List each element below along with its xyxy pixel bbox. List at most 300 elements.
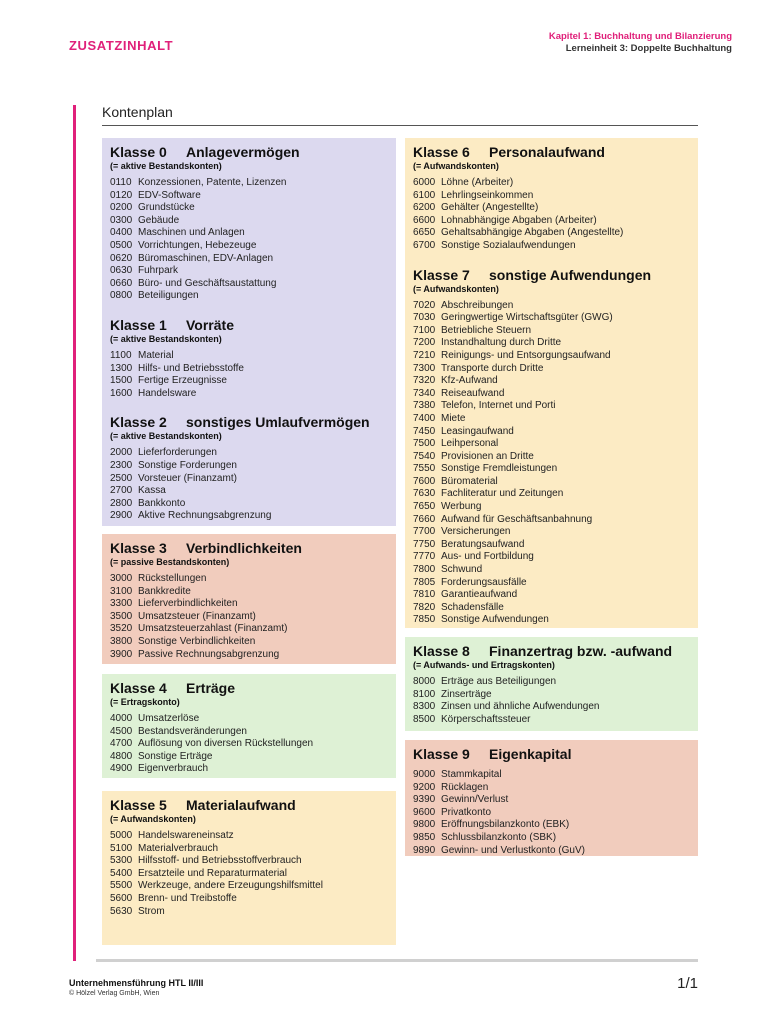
- account-row: [413, 426, 690, 439]
- account-number: 8300: [413, 701, 436, 713]
- account-row: [413, 564, 690, 577]
- klasse-number: Klasse 5: [110, 797, 167, 813]
- footer-book-title: Unternehmensführung HTL II/III: [69, 978, 204, 988]
- account-number: 1600: [110, 387, 133, 399]
- account-name: Hilfsstoff- und Betriebsstoffverbrauch: [138, 855, 302, 867]
- account-name: Passive Rechnungsabgrenzung: [138, 648, 280, 660]
- account-number: 7600: [413, 475, 436, 487]
- klasse-name: Finanzertrag bzw. -aufwand: [489, 643, 673, 659]
- account-row: [413, 676, 690, 689]
- account-number: 7660: [413, 513, 436, 525]
- account-row: [413, 539, 690, 552]
- zusatzinhalt-label: ZUSATZINHALT: [69, 38, 174, 53]
- klasse-heading: [413, 746, 690, 763]
- account-name: Sonstige Fremdleistungen: [441, 463, 558, 475]
- account-number: 6700: [413, 239, 436, 251]
- account-row: [413, 400, 690, 413]
- klasse-heading: [413, 643, 690, 660]
- account-row: [413, 488, 690, 501]
- account-number: 2300: [110, 459, 133, 471]
- account-number: 7630: [413, 488, 436, 500]
- klasse-heading: [110, 414, 388, 431]
- box-klasse-5: [102, 791, 396, 945]
- account-row: [110, 893, 388, 906]
- account-name: Stammkapital: [441, 769, 502, 780]
- account-number: 8000: [413, 676, 436, 687]
- account-row: [110, 460, 388, 473]
- klasse-number: Klasse 1: [110, 316, 167, 333]
- account-row: [413, 413, 690, 426]
- account-number: 9000: [413, 769, 436, 780]
- account-row: [413, 476, 690, 489]
- account-name: Materialverbrauch: [138, 842, 219, 854]
- title-divider: [102, 125, 698, 126]
- account-number: 0620: [110, 252, 133, 264]
- account-number: 8100: [413, 688, 436, 700]
- klasse-subtitle: (= Aufwands- und Ertragskonten): [413, 660, 555, 670]
- account-name: Umsatzsteuerzahlast (Finanzamt): [138, 623, 288, 635]
- account-row: [413, 325, 690, 338]
- account-name: Vorrichtungen, Hebezeuge: [138, 239, 257, 251]
- account-row: [110, 202, 388, 215]
- account-number: 7770: [413, 551, 436, 563]
- account-row: [110, 738, 388, 751]
- klasse-subtitle: (= Ertragskonto): [110, 697, 180, 707]
- account-name: Fachliteratur und Zeitungen: [441, 488, 564, 500]
- account-number: 9800: [413, 819, 436, 831]
- box-klasse-3: [102, 534, 396, 664]
- account-name: Leihpersonal: [441, 438, 499, 450]
- account-number: 3000: [110, 573, 133, 584]
- klasse-name: Personalaufwand: [489, 144, 605, 160]
- account-row: [413, 202, 690, 215]
- account-row: [413, 551, 690, 564]
- klasse-subtitle: (= aktive Bestandskonten): [110, 431, 222, 442]
- account-number: 6100: [413, 189, 436, 201]
- klasse-heading: [110, 317, 388, 334]
- account-row: [413, 227, 690, 240]
- account-row: [110, 278, 388, 291]
- klasse-subtitle: (= Aufwandskonten): [110, 814, 196, 824]
- klasse-number: Klasse 4: [110, 680, 167, 696]
- account-row: [110, 868, 388, 881]
- klasse-subtitle: (= aktive Bestandskonten): [110, 333, 222, 344]
- account-row: [413, 782, 690, 795]
- klasse-name: Verbindlichkeiten: [186, 540, 302, 556]
- account-row: [110, 649, 388, 662]
- chapter-info: [549, 31, 732, 55]
- account-row: [110, 388, 388, 401]
- account-number: 3900: [110, 648, 133, 660]
- account-number: 7650: [413, 501, 436, 513]
- account-row: [110, 350, 388, 363]
- account-row: [413, 701, 690, 714]
- account-name: Fertige Erzeugnisse: [138, 375, 227, 387]
- accent-bar: [73, 105, 76, 961]
- account-name: Strom: [138, 905, 165, 917]
- account-row: [110, 586, 388, 599]
- account-row: [110, 510, 388, 523]
- account-row: [110, 227, 388, 240]
- account-row: [413, 807, 690, 820]
- account-number: 7805: [413, 576, 436, 588]
- account-row: [413, 438, 690, 451]
- account-name: Kfz-Aufwand: [441, 375, 498, 387]
- account-number: 6200: [413, 202, 436, 214]
- account-number: 0630: [110, 265, 133, 277]
- account-name: Ersatzteile und Reparaturmaterial: [138, 867, 287, 879]
- klasse-name: sonstiges Umlaufvermögen: [186, 414, 370, 431]
- box-klasse-0-2: [102, 138, 396, 526]
- account-row: [110, 573, 388, 586]
- account-name: Aus- und Fortbildung: [441, 551, 534, 563]
- account-name: Reinigungs- und Entsorgungsaufwand: [441, 349, 611, 361]
- klasse-heading: [110, 144, 388, 161]
- account-row: [110, 375, 388, 388]
- account-row: [413, 589, 690, 602]
- account-row: [413, 614, 690, 627]
- account-name: Provisionen an Dritte: [441, 450, 534, 462]
- account-row: [413, 337, 690, 350]
- klasse-name: Anlagevermögen: [186, 144, 300, 160]
- account-name: Instandhaltung durch Dritte: [441, 337, 562, 349]
- account-row: [413, 714, 690, 727]
- account-name: Maschinen und Anlagen: [138, 227, 245, 239]
- account-name: Eröffnungsbilanzkonto (EBK): [441, 819, 570, 831]
- account-name: Schlussbilanzkonto (SBK): [441, 831, 557, 843]
- account-name: Telefon, Internet und Porti: [441, 400, 556, 412]
- account-name: Umsatzsteuer (Finanzamt): [138, 610, 256, 622]
- account-number: 3520: [110, 623, 133, 635]
- account-name: Bankkredite: [138, 585, 191, 597]
- account-row: [413, 845, 690, 858]
- section-gap: [110, 303, 388, 317]
- account-name: Miete: [441, 412, 466, 424]
- account-number: 0400: [110, 227, 133, 239]
- account-name: Auflösung von diversen Rückstellungen: [138, 738, 314, 750]
- account-name: EDV-Software: [138, 189, 201, 201]
- account-name: Lohnabhängige Abgaben (Arbeiter): [441, 214, 597, 226]
- account-number: 4700: [110, 738, 133, 750]
- account-number: 7340: [413, 387, 436, 399]
- account-name: Gehaltsabhängige Abgaben (Angestellte): [441, 227, 624, 239]
- account-number: 6000: [413, 177, 436, 188]
- account-row: [413, 769, 690, 782]
- account-number: 5630: [110, 905, 133, 917]
- account-name: Handelsware: [138, 387, 197, 399]
- klasse-number: Klasse 0: [110, 144, 167, 160]
- account-name: Erträge aus Beteiligungen: [441, 676, 557, 687]
- account-number: 9850: [413, 831, 436, 843]
- account-name: Beratungsaufwand: [441, 538, 525, 550]
- account-number: 3100: [110, 585, 133, 597]
- account-row: [110, 636, 388, 649]
- account-row: [413, 689, 690, 702]
- account-name: Gebäude: [138, 214, 180, 226]
- account-name: Werkzeuge, andere Erzeugungshilfsmittel: [138, 880, 323, 892]
- account-name: Geringwertige Wirtschaftsgüter (GWG): [441, 312, 613, 324]
- chapter-title: Kapitel 1: Buchhaltung und Bilanzierung: [548, 31, 732, 42]
- account-row: [413, 363, 690, 376]
- lesson-title: Lerneinheit 3: Doppelte Buchhaltung: [565, 43, 732, 54]
- account-row: [413, 215, 690, 228]
- account-row: [413, 602, 690, 615]
- account-row: [110, 485, 388, 498]
- account-row: [110, 265, 388, 278]
- account-number: 4800: [110, 750, 133, 762]
- account-name: Forderungsausfälle: [441, 576, 527, 588]
- account-name: Büromaterial: [441, 475, 498, 487]
- account-number: 5100: [110, 842, 133, 854]
- account-number: 3800: [110, 635, 133, 647]
- account-row: [110, 763, 388, 776]
- account-name: Fuhrpark: [138, 265, 179, 277]
- klasse-number: Klasse 9: [413, 746, 470, 762]
- account-name: Körperschaftssteuer: [441, 713, 531, 725]
- account-name: Schwund: [441, 564, 483, 576]
- klasse-subtitle: (= Aufwandskonten): [413, 161, 499, 171]
- account-name: Brenn- und Treibstoffe: [138, 892, 237, 904]
- klasse-name: Vorräte: [186, 316, 234, 333]
- account-name: Büromaschinen, EDV-Anlagen: [138, 252, 274, 264]
- account-number: 2900: [110, 510, 133, 522]
- klasse-number: Klasse 3: [110, 540, 167, 556]
- klasse-subtitle: (= Aufwandskonten): [413, 283, 499, 294]
- account-number: 1100: [110, 349, 132, 361]
- account-row: [110, 611, 388, 624]
- account-row: [413, 312, 690, 325]
- account-number: 7820: [413, 601, 436, 613]
- box-klasse-9: [405, 740, 698, 856]
- account-name: Gehälter (Angestellte): [441, 202, 539, 214]
- account-number: 6650: [413, 227, 436, 239]
- account-name: Sonstige Verbindlichkeiten: [138, 635, 256, 647]
- account-name: Bankkonto: [138, 497, 186, 509]
- account-number: 4900: [110, 763, 133, 775]
- klasse-name: Materialaufwand: [186, 797, 296, 813]
- account-row: [110, 726, 388, 739]
- account-row: [110, 253, 388, 266]
- account-number: 7500: [413, 438, 436, 450]
- account-number: 7380: [413, 400, 436, 412]
- section-gap: [110, 400, 388, 414]
- account-row: [110, 598, 388, 611]
- account-number: 7850: [413, 614, 436, 626]
- account-number: 0300: [110, 214, 133, 226]
- account-number: 7810: [413, 589, 436, 601]
- account-row: [413, 350, 690, 363]
- account-row: [110, 447, 388, 460]
- account-name: Sonstige Aufwendungen: [441, 614, 549, 626]
- account-number: 2500: [110, 472, 133, 484]
- account-name: Sonstige Forderungen: [138, 459, 237, 471]
- account-number: 7750: [413, 538, 436, 550]
- klasse-name: Eigenkapital: [489, 746, 572, 762]
- klasse-subtitle: (= passive Bestandskonten): [110, 557, 230, 567]
- account-name: Büro- und Geschäftsaustattung: [138, 277, 277, 289]
- account-number: 5000: [110, 830, 133, 841]
- account-number: 7320: [413, 375, 436, 387]
- account-number: 7100: [413, 324, 436, 336]
- account-number: 9200: [413, 781, 436, 793]
- account-name: Grundstücke: [138, 202, 195, 214]
- account-name: Vorsteuer (Finanzamt): [138, 472, 237, 484]
- account-row: [413, 300, 690, 313]
- account-name: Handelswareneinsatz: [138, 830, 234, 841]
- account-row: [110, 855, 388, 868]
- klasse-heading: [110, 680, 388, 697]
- account-name: Eigenverbrauch: [138, 763, 209, 775]
- account-number: 7020: [413, 299, 436, 311]
- account-name: Rückstellungen: [138, 573, 207, 584]
- account-row: [110, 190, 388, 203]
- account-number: 5600: [110, 892, 133, 904]
- account-row: [413, 463, 690, 476]
- account-number: 5500: [110, 880, 133, 892]
- account-row: [110, 830, 388, 843]
- account-name: Zinserträge: [441, 688, 492, 700]
- account-number: 7030: [413, 312, 436, 324]
- account-row: [413, 375, 690, 388]
- account-number: 7210: [413, 349, 436, 361]
- account-row: [110, 363, 388, 376]
- section-gap: [413, 253, 690, 267]
- account-name: Lehrlingseinkommen: [441, 189, 534, 201]
- account-name: Leasingaufwand: [441, 425, 514, 437]
- account-number: 4500: [110, 725, 133, 737]
- account-name: Reiseaufwand: [441, 387, 505, 399]
- account-number: 3500: [110, 610, 133, 622]
- account-row: [110, 843, 388, 856]
- account-name: Garantieaufwand: [441, 589, 518, 601]
- account-row: [110, 880, 388, 893]
- account-name: Werbung: [441, 501, 482, 513]
- account-number: 7550: [413, 463, 436, 475]
- account-number: 2000: [110, 447, 133, 459]
- account-name: Sonstige Sozialaufwendungen: [441, 239, 576, 251]
- account-row: [413, 177, 690, 190]
- box-klasse-6-7: [405, 138, 698, 628]
- account-row: [110, 906, 388, 919]
- account-row: [413, 501, 690, 514]
- account-number: 9390: [413, 794, 436, 806]
- account-name: Kassa: [138, 485, 166, 497]
- page-title: Kontenplan: [102, 104, 173, 120]
- account-number: 0660: [110, 277, 133, 289]
- account-number: 7200: [413, 337, 436, 349]
- klasse-number: Klasse 7: [413, 266, 470, 283]
- account-row: [110, 290, 388, 303]
- account-row: [413, 526, 690, 539]
- account-name: Aufwand für Geschäftsanbahnung: [441, 513, 593, 525]
- account-number: 7700: [413, 526, 436, 538]
- account-name: Konzessionen, Patente, Lizenzen: [138, 177, 287, 188]
- box-klasse-4: [102, 674, 396, 778]
- account-name: Lieferforderungen: [138, 447, 217, 459]
- account-number: 0110: [110, 177, 132, 188]
- account-name: Umsatzerlöse: [138, 713, 200, 724]
- account-row: [110, 215, 388, 228]
- account-name: Aktive Rechnungsabgrenzung: [138, 510, 272, 522]
- account-name: Betriebliche Steuern: [441, 324, 532, 336]
- account-row: [110, 240, 388, 253]
- account-number: 3300: [110, 598, 133, 610]
- account-row: [110, 623, 388, 636]
- account-number: 0500: [110, 239, 133, 251]
- klasse-name: Erträge: [186, 680, 236, 696]
- klasse-number: Klasse 6: [413, 144, 470, 160]
- account-name: Bestandsveränderungen: [138, 725, 247, 737]
- account-number: 7450: [413, 425, 436, 437]
- account-number: 9600: [413, 806, 436, 818]
- klasse-heading: [110, 797, 388, 814]
- account-number: 5400: [110, 867, 133, 879]
- klasse-number: Klasse 8: [413, 643, 470, 659]
- account-number: 0200: [110, 202, 133, 214]
- account-number: 2700: [110, 485, 133, 497]
- klasse-heading: [110, 540, 388, 557]
- account-name: Beteiligungen: [138, 290, 199, 302]
- account-row: [413, 577, 690, 590]
- account-row: [413, 794, 690, 807]
- account-number: 7400: [413, 412, 436, 424]
- account-number: 5300: [110, 855, 133, 867]
- bottom-divider: [96, 959, 698, 962]
- page-number: 1/1: [677, 975, 698, 992]
- box-klasse-8: [405, 637, 698, 731]
- account-name: Material: [138, 349, 174, 361]
- account-number: 7800: [413, 564, 436, 576]
- account-name: Hilfs- und Betriebsstoffe: [138, 362, 244, 374]
- account-row: [110, 713, 388, 726]
- account-row: [110, 498, 388, 511]
- account-name: Gewinn/Verlust: [441, 794, 509, 806]
- klasse-subtitle: (= aktive Bestandskonten): [110, 161, 222, 171]
- account-number: 1500: [110, 375, 133, 387]
- account-row: [413, 819, 690, 832]
- klasse-number: Klasse 2: [110, 414, 167, 431]
- account-name: Sonstige Erträge: [138, 750, 213, 762]
- account-name: Privatkonto: [441, 806, 492, 818]
- account-name: Schadensfälle: [441, 601, 504, 613]
- account-number: 9890: [413, 844, 436, 856]
- klasse-name: sonstige Aufwendungen: [489, 266, 652, 283]
- account-name: Gewinn- und Verlustkonto (GuV): [441, 844, 585, 856]
- account-number: 7540: [413, 450, 436, 462]
- account-row: [413, 190, 690, 203]
- account-number: 2800: [110, 497, 133, 509]
- account-row: [110, 177, 388, 190]
- account-number: 1300: [110, 362, 133, 374]
- account-name: Abschreibungen: [441, 299, 514, 311]
- footer-copyright: © Hölzel Verlag GmbH, Wien: [69, 990, 160, 997]
- account-name: Rücklagen: [441, 781, 489, 793]
- account-row: [110, 473, 388, 486]
- account-name: Versicherungen: [441, 526, 511, 538]
- klasse-heading: [413, 267, 690, 284]
- account-row: [413, 832, 690, 845]
- account-number: 0800: [110, 290, 133, 302]
- account-name: Zinsen und ähnliche Aufwendungen: [441, 701, 600, 713]
- klasse-heading: [413, 144, 690, 161]
- account-row: [110, 751, 388, 764]
- account-number: 8500: [413, 713, 436, 725]
- account-name: Löhne (Arbeiter): [441, 177, 514, 188]
- account-name: Lieferverbindlichkeiten: [138, 598, 238, 610]
- account-row: [413, 388, 690, 401]
- account-row: [413, 514, 690, 527]
- account-number: 4000: [110, 713, 133, 724]
